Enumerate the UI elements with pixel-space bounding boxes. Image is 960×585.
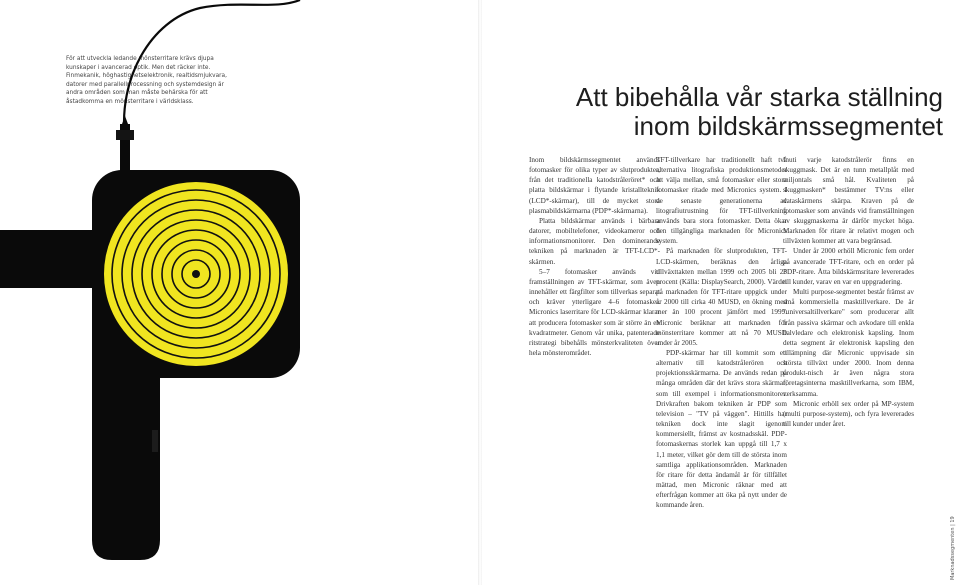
text-column-3 [783,155,914,429]
paragraph: Inuti varje katodstrålerör finns en skuggmask. Det är en tunn metallplåt med miljontals små hål. Kvaliteten på skuggmasken* bestämmer TV:ns eller dataskärmens skärpa. Kraven på de fotomasker som används vid framställningen av skuggmaskerna är därför mycket höga. Marknaden för ritare är relativt mogen och tillväxten kommer att vara begränsad. [783,156,914,246]
paragraph: Multi purpose-segmentet består främst av små kommersiella masktillverkare. De är "universaltillverkare" som producerar allt från passiva skärmar och avkodare till enkla halvledare och elektronisk kapsling. Inom detta segment är elektronisk kapsling den tillämpning där Micronic uppvisade sin största tillväxt under 2000. Inom denna produkt-nisch är även några stora företagsinterna masktillverkarna, som IBM, verksamma. [783,288,914,398]
title-line-1: Att bibehålla vår starka ställning [575,82,943,113]
caption-text: För att utveckla ledande mönsterritare krävs djupa kunskaper i avancerad optik. Men det räcker inte. Finmekanik, höghastighetselektronik, realtidsmjukvara, datorer med parallellprocessning och systemdesign är andra områden som man måste behärska för att åstadkomma en mönsterritare i världsklass. [66,56,227,105]
post-collar [116,130,134,140]
paragraph: Platta bildskärmar används i bärbara datorer, mobiltelefoner, videokameror och informationsmonitorer. Den dominerande tekniken på marknaden är TFT-LCD*-skärmen. [529,216,660,266]
paragraph: TFT-tillverkare har traditionellt haft två alternativa litografiska produktionsmetoder att välja mellan, små fotomasker eller stora fotomasker ritade med Micronics system. I de senaste generationerna av litografiutrustning för TFT-tillverkning används bara stora fotomasker. Detta ökar den tillgängliga marknaden för Micronics system. [656,156,787,246]
paragraph: Inom bildskärmssegmentet används fotomasker för olika typer av slutprodukter, från det traditionella katodstråleröret* och platta bildskärmar i flytande kristallteknik (LCD*-skärmar), till de mycket stora plasmabildskärmarna (PDP*-skärmarna). [529,156,660,215]
paragraph: PDP-skärmar har till kommit som ett alternativ till katodstrålerören och projektionsskärmarna. De används redan på många områden där det krävs stora skärmar, som till exempel i informationsmonitorer. Drivkraften bakom tekniken är PDP som television – "TV på väggen". Hittills har tekniken dock inte slagit igenom kommersiellt, främst av kostnadsskäl. PDP-fotomaskernas storlek kan uppgå till 1,7 x 1,1 meter, vilket gör dem till de största inom samtliga applikationsområden. Marknaden för ritare för detta ändamål är för tillfället mättad, men Micronic räknar med att efterfrågan kommer att öka på nytt under de kommande åren. [656,348,787,510]
paragraph: Under år 2000 erhöll Micronic fem order på avancerade TFT-ritare, och en order på PDP-ritare. Åtta bildskärmsritare levererades till kunder, varav en var en uppgradering. [783,247,914,286]
handle-button [152,430,158,452]
page-folio: Marknadssegmenten | 19 [950,516,956,580]
paragraph: 5–7 fotomasker används vid framställningen av TFT-skärmar, som även innehåller ett färgfilter som tillverkas separat och kräver ytterligare 4–6 fotomasker. Micronics laserritare för LCD-skärmar klarar att producera fotomasker som är större än en kvadratmeter. Genom vår unika, patenterade ritstrategi bibehålls mönsterkvaliteten över hela mönsterområdet. [529,267,660,357]
target-rings-icon [104,182,288,366]
post-tip [122,116,128,124]
cable [124,0,300,138]
paragraph: Micronic erhöll sex order på MP-system (multi purpose-system), och fyra levererades till kunder under året. [783,399,914,429]
text-column-1 [529,155,660,358]
paragraph: På marknaden för slutprodukten, TFT-LCD-skärmen, beräknas den årliga tillväxttakten mellan 1999 och 2005 bli 23 procent (Källa: DisplaySearch, 2000). Värdet på marknaden för TFT-ritare uppgick under år 2000 till cirka 40 MUSD, en ökning med mer än 100 procent jämfört med 1999. Micronic beräknar att marknaden för mönsterritare kommer att nå 70 MUSD under år 2005. [656,247,787,347]
page-gutter [478,0,482,585]
text-column-2 [656,155,787,510]
device-handle [92,320,160,560]
title-line-2: inom bildskärmssegmentet [633,111,943,142]
page-title [523,83,943,141]
